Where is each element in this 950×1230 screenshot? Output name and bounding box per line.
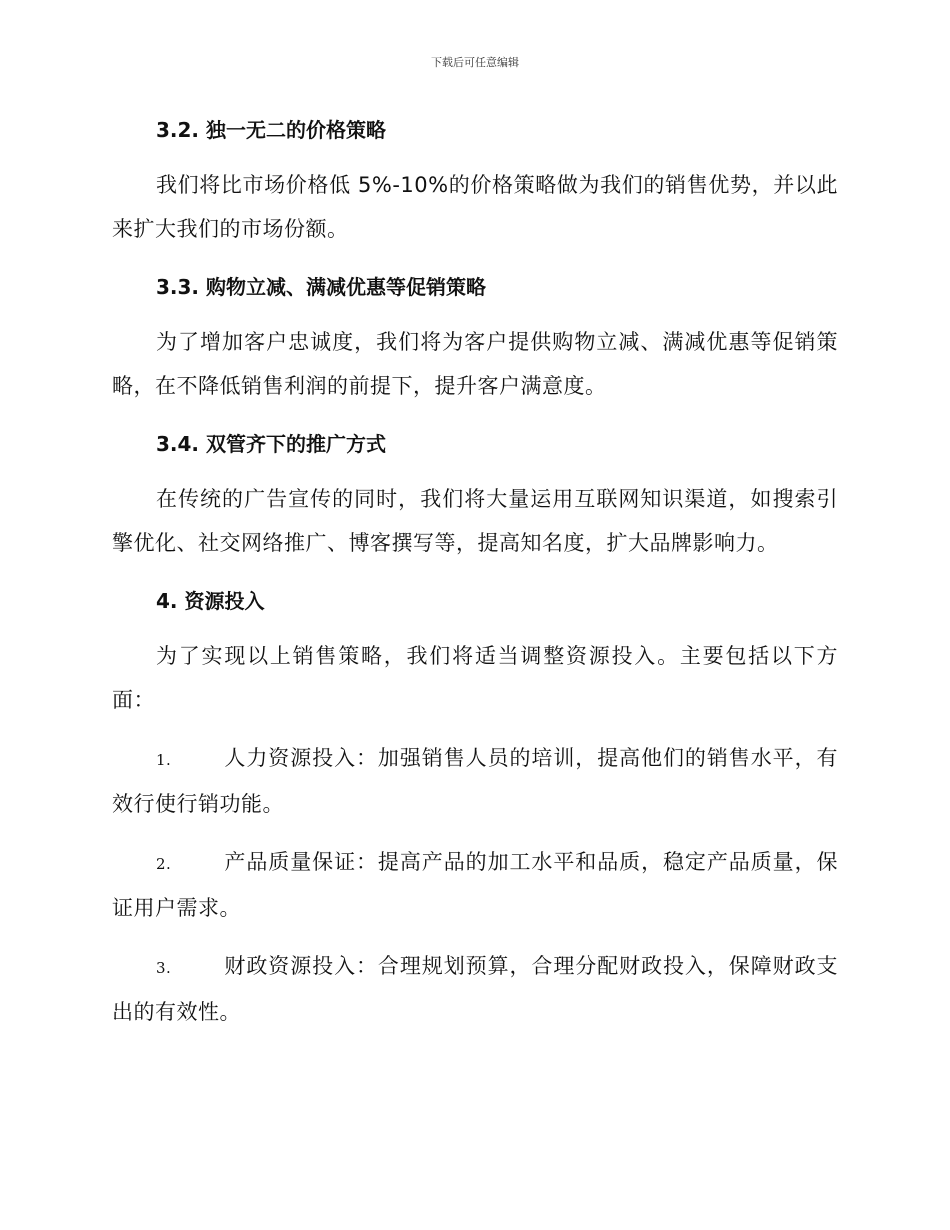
- list-item-text: 产品质量保证：提高产品的加工水平和品质，稳定产品质量，保证用户需求。: [112, 850, 838, 920]
- section-heading-4: 4. 资源投入: [156, 589, 265, 613]
- section-body-4: 为了实现以上销售策略，我们将适当调整资源投入。主要包括以下方面：: [112, 644, 838, 712]
- list-item-number: 3.: [156, 959, 172, 977]
- list-item-text: 财政资源投入：合理规划预算，合理分配财政投入，保障财政支出的有效性。: [112, 954, 838, 1024]
- list-item: [112, 944, 838, 1034]
- list-item-number: 2.: [156, 855, 172, 873]
- section-body-3-3: 为了增加客户忠诚度，我们将为客户提供购物立减、满减优惠等促销策略，在不降低销售利润的前提下，提升客户满意度。: [112, 330, 838, 398]
- section-body-3-4: 在传统的广告宣传的同时，我们将大量运用互联网知识渠道，如搜索引擎优化、社交网络推广、博客撰写等，提高知名度，扩大品牌影响力。: [112, 487, 838, 555]
- document-body: [112, 110, 838, 1034]
- page-header: 下载后可任意编辑: [431, 56, 519, 69]
- section-heading-3-4: 3.4. 双管齐下的推广方式: [156, 432, 386, 456]
- section-heading-3-2: 3.2. 独一无二的价格策略: [156, 118, 386, 142]
- list-item: [112, 736, 838, 826]
- list-item-text: 人力资源投入：加强销售人员的培训，提高他们的销售水平，有效行使行销功能。: [112, 746, 838, 816]
- section-body-3-2: 我们将比市场价格低 5%-10%的价格策略做为我们的销售优势，并以此来扩大我们的市场份额。: [112, 173, 838, 241]
- list-item: [112, 840, 838, 930]
- section-heading-3-3: 3.3. 购物立减、满减优惠等促销策略: [156, 275, 486, 299]
- list-item-number: 1.: [156, 751, 172, 769]
